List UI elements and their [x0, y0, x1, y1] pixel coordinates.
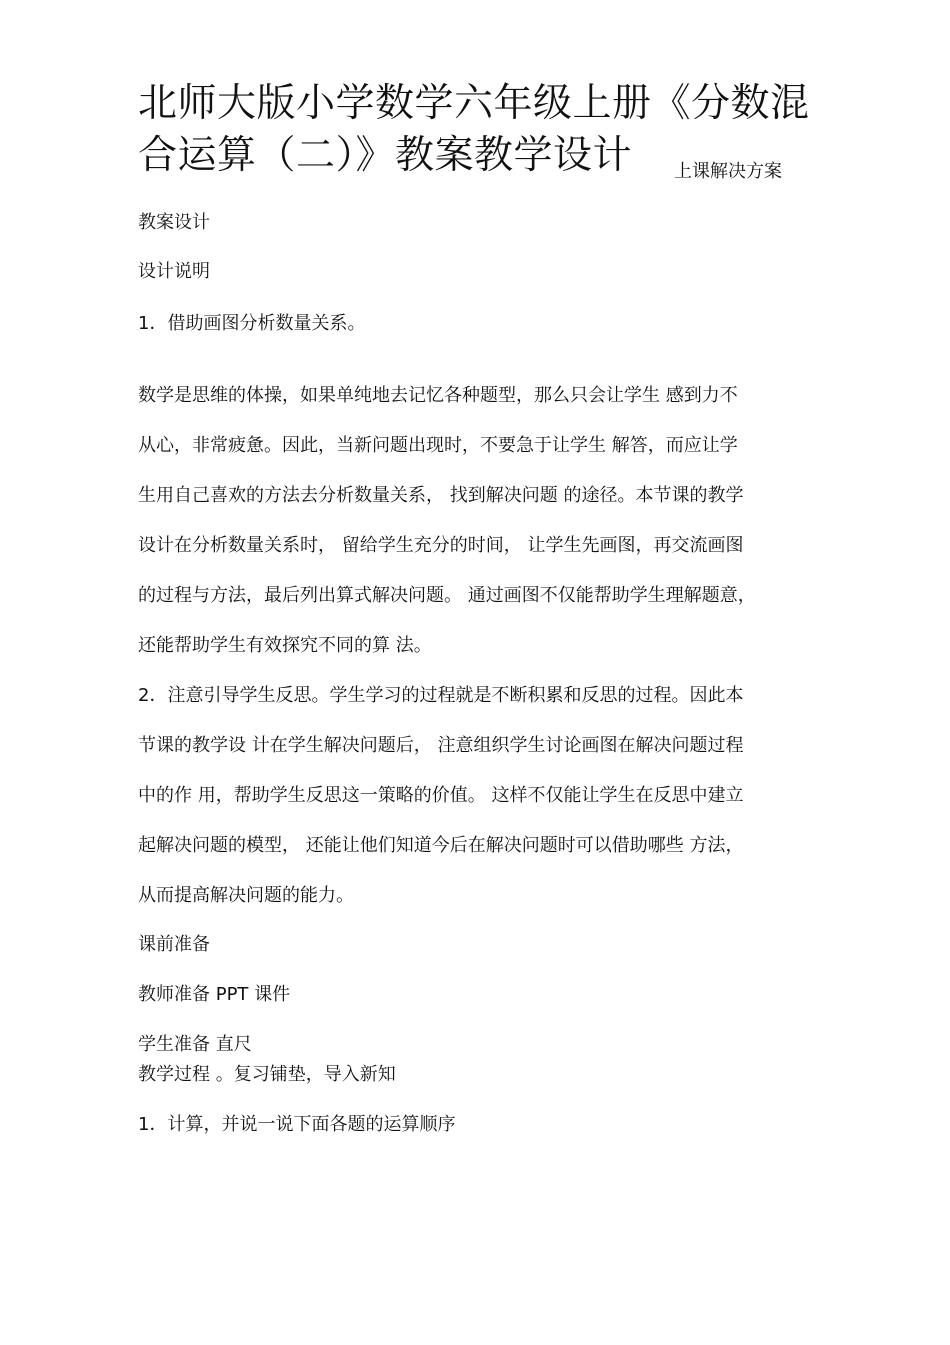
document-subtitle: 上课解决方案	[674, 161, 782, 182]
paragraph-1	[138, 371, 818, 671]
paragraph-2-line: 起解决问题的模型， 还能让他们知道今后在解决问题时可以借助哪些 方法，	[138, 835, 744, 856]
paragraph-2-line: 2．注意引导学生反思。学生学习的过程就是不断积累和反思的过程。因此本	[138, 685, 744, 706]
paragraph-1-line: 还能帮助学生有效探究不同的算 法。	[138, 635, 432, 656]
process-item-1: 1．计算，并说一说下面各题的运算顺序	[138, 1114, 456, 1135]
paragraph-1-line: 从心，非常疲惫。因此，当新问题出现时，不要急于让学生 解答，而应让学	[138, 435, 738, 456]
teaching-process: 教学过程 。复习铺垫，导入新知	[138, 1064, 396, 1085]
paragraph-1-line: 数学是思维的体操，如果单纯地去记忆各种题型，那么只会让学生 感到力不	[138, 385, 738, 406]
paragraph-2-line: 中的作 用，帮助学生反思这一策略的价值。 这样不仅能让学生在反思中建立	[138, 785, 744, 806]
heading-design-notes: 设计说明	[138, 261, 210, 282]
title-line-2: 合运算（二）》教案教学设计	[138, 133, 633, 178]
paragraph-1-line: 设计在分析数量关系时， 留给学生充分的时间， 让学生先画图，再交流画图	[138, 535, 744, 556]
title-line-1: 北师大版小学数学六年级上册《分数混	[138, 81, 810, 126]
student-prep: 学生准备 直尺	[138, 1034, 252, 1055]
paragraph-2	[138, 671, 818, 921]
paragraph-1-line: 的过程与方法，最后列出算式解决问题。 通过画图不仅能帮助学生理解题意，	[138, 585, 756, 606]
heading-class-prep: 课前准备	[138, 934, 210, 955]
heading-lesson-design: 教案设计	[138, 212, 210, 233]
paragraph-2-line: 从而提高解决问题的能力。	[138, 885, 354, 906]
teacher-prep: 教师准备 PPT 课件	[138, 984, 291, 1005]
paragraph-1-line: 生用自己喜欢的方法去分析数量关系， 找到解决问题 的途径。本节课的教学	[138, 485, 744, 506]
paragraph-2-line: 节课的教学设 计在学生解决问题后， 注意组织学生讨论画图在解决问题过程	[138, 735, 744, 756]
point-1-title: 1．借助画图分析数量关系。	[138, 313, 366, 334]
